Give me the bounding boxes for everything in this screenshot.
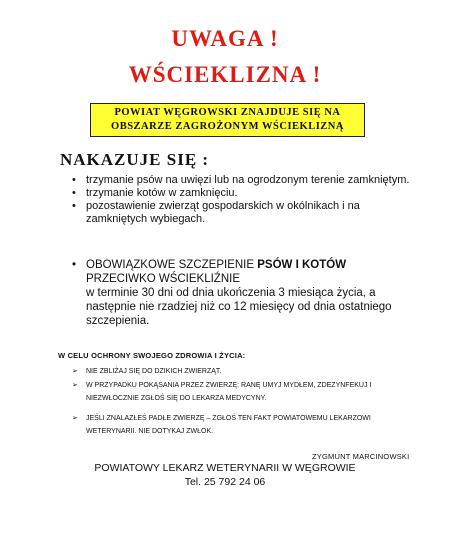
signature-name: ZYGMUNT MARCINOWSKI xyxy=(312,452,410,461)
protect-heading: W CELU OCHRONY SWOJEGO ZDROWIA I ŻYCIA: xyxy=(58,351,246,360)
vaccination-text: OBOWIĄZKOWE SZCZEPIENIE xyxy=(86,259,258,271)
vaccination-against: PRZECIWKO WŚCIEKLIŹNIE xyxy=(86,273,240,285)
phone-number: Tel. 25 792 24 06 xyxy=(184,476,266,488)
title-rabies: WŚCIEKLIZNA ! xyxy=(128,62,322,87)
list-item: • pozostawienie zwierząt gospodarskich w okólnikach i na zamkniętych wybiegach. xyxy=(72,200,412,226)
list-item: ➢ NIE ZBLIŻAJ SIĘ DO DZIKICH ZWIERZĄT. xyxy=(72,365,412,379)
list-item: • trzymanie kotów w zamknięciu. xyxy=(72,187,412,200)
orders-heading: NAKAZUJE SIĘ : xyxy=(60,150,210,169)
office-name: POWIATOWY LEKARZ WETERYNARII W WĘGROWIE xyxy=(94,462,356,474)
list-item: ➢ W PRZYPADKU POKĄSANIA PRZEZ ZWIERZĘ: RANĘ UMYJ MYDŁEM, ZDEZYNFEKUJ I NIEZWŁOCZNIE ZGŁOŚ SIĘ DO LEKARZA MEDYCYNY. xyxy=(72,379,412,406)
vaccination-term: w terminie 30 dni od dnia ukończenia 3 miesiąca życia, a następnie nie rzadziej niż co 12 miesięcy od dnia ostatniego szczepienia. xyxy=(86,287,392,327)
vaccination-animals: PSÓW I KOTÓW xyxy=(257,259,347,271)
orders-list xyxy=(72,174,412,226)
warning-banner xyxy=(90,103,365,137)
vaccination-notice xyxy=(72,258,412,328)
list-item: ➢ JEŚLI ZNALAZŁEŚ PADŁE ZWIERZĘ – ZGŁOŚ TEN FAKT POWIATOWEMU LEKARZOWI WETERYNARII. NIE DOTYKAJ ZWŁOK. xyxy=(72,412,412,439)
advice-list xyxy=(72,365,412,439)
title-warning: UWAGA ! xyxy=(171,26,279,51)
banner-line-1: POWIAT WĘGROWSKI ZNAJDUJE SIĘ NA xyxy=(114,107,341,118)
list-item: • trzymanie psów na uwięzi lub na ogrodzonym terenie zamkniętym. xyxy=(72,174,412,187)
banner-line-2: OBSZARZE ZAGROŻONYM WŚCIEKLIZNĄ xyxy=(111,121,344,132)
bullet-dot-icon: • xyxy=(72,259,77,271)
